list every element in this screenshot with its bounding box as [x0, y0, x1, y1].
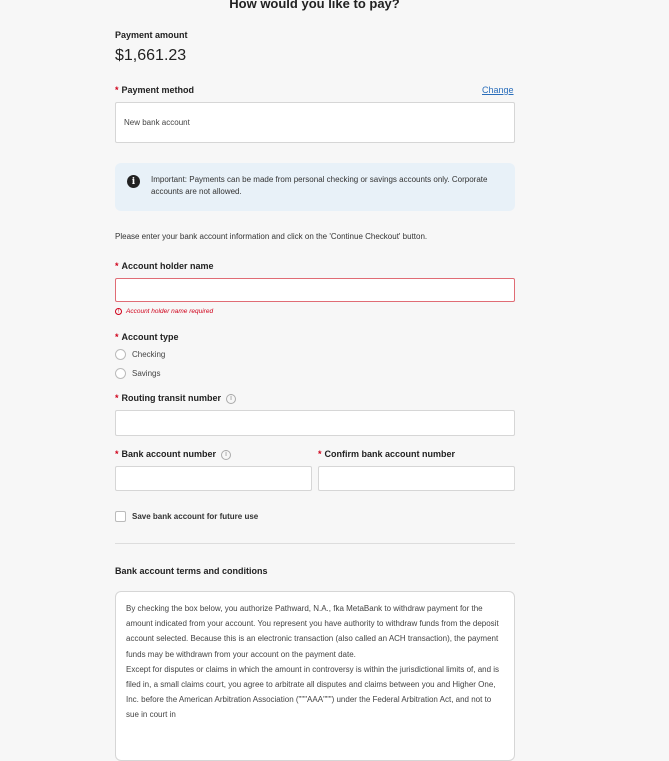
divider [115, 543, 515, 544]
required-mark: * [115, 449, 119, 459]
account-holder-error [115, 308, 213, 315]
radio-button[interactable] [115, 368, 126, 379]
account-holder-label-text: Account holder name [121, 261, 214, 271]
info-icon[interactable]: i [221, 450, 231, 460]
payment-method-select[interactable] [115, 102, 515, 143]
instructions-text: Please enter your bank account information and click on the 'Continue Checkout' button. [115, 232, 428, 241]
bank-account-input[interactable] [115, 466, 312, 491]
save-account-option[interactable] [115, 511, 258, 522]
save-account-checkbox[interactable] [115, 511, 126, 522]
account-holder-label [115, 261, 214, 271]
routing-label [115, 393, 236, 404]
page-title: How would you like to pay? [229, 0, 400, 11]
payment-method-label-text: Payment method [121, 85, 195, 95]
radio-savings[interactable] [115, 368, 160, 379]
radio-checking-label: Checking [132, 350, 166, 359]
save-account-label: Save bank account for future use [132, 512, 259, 521]
important-notice [115, 163, 515, 211]
notice-text [151, 174, 506, 198]
required-mark: * [115, 332, 119, 342]
required-mark: * [115, 393, 119, 403]
payment-amount-value: $1,661.23 [115, 47, 187, 64]
account-holder-error-text: Account holder name required [126, 308, 214, 315]
terms-scroll-box[interactable] [115, 591, 515, 761]
account-holder-input[interactable] [115, 278, 515, 302]
radio-checking[interactable] [115, 349, 165, 360]
notice-lead: Important: [151, 175, 188, 184]
terms-paragraph: By checking the box below, you authorize Pathward, N.A., fka MetaBank to withdraw payment for the amount indicated from your account. You represent you have authority to withdraw funds from the deposit account selected. Because this is an electronic transaction (also called an ACH transaction), the payment funds may be withdrawn from your account on the payment date. [126, 604, 499, 659]
terms-paragraph: Except for disputes or claims in which the amount in controversy is within the jurisdictional limits of, and is filed in, a small claims court, you agree to arbitrate all disputes and claims between you and Higher One, Inc. before the American Arbitration Association ("""AAA""") under the Federal Arbitration Act, and not to sue in court in [126, 664, 500, 720]
required-mark: * [115, 261, 119, 271]
radio-savings-label: Savings [132, 369, 161, 378]
confirm-account-label-text: Confirm bank account number [324, 449, 456, 459]
routing-input[interactable] [115, 410, 515, 436]
required-mark: * [318, 449, 322, 459]
info-icon: i [127, 175, 140, 188]
routing-label-text: Routing transit number [121, 393, 222, 403]
payment-method-label [115, 85, 194, 95]
account-type-label-text: Account type [121, 332, 179, 342]
terms-heading: Bank account terms and conditions [115, 566, 268, 576]
payment-method-value: New bank account [124, 118, 190, 127]
error-icon: ! [115, 308, 122, 315]
required-mark: * [115, 85, 119, 95]
confirm-account-label [318, 449, 455, 459]
notice-body: Payments can be made from personal checking or savings accounts only. Corporate accounts are not allowed. [151, 175, 488, 196]
payment-amount-label: Payment amount [115, 30, 188, 40]
radio-button[interactable] [115, 349, 126, 360]
info-icon[interactable]: i [226, 394, 236, 404]
terms-text [126, 601, 506, 723]
confirm-account-input[interactable] [318, 466, 515, 491]
bank-account-label [115, 449, 231, 460]
change-payment-method-link[interactable]: Change [482, 85, 514, 95]
bank-account-label-text: Bank account number [121, 449, 217, 459]
account-type-label [115, 332, 179, 342]
